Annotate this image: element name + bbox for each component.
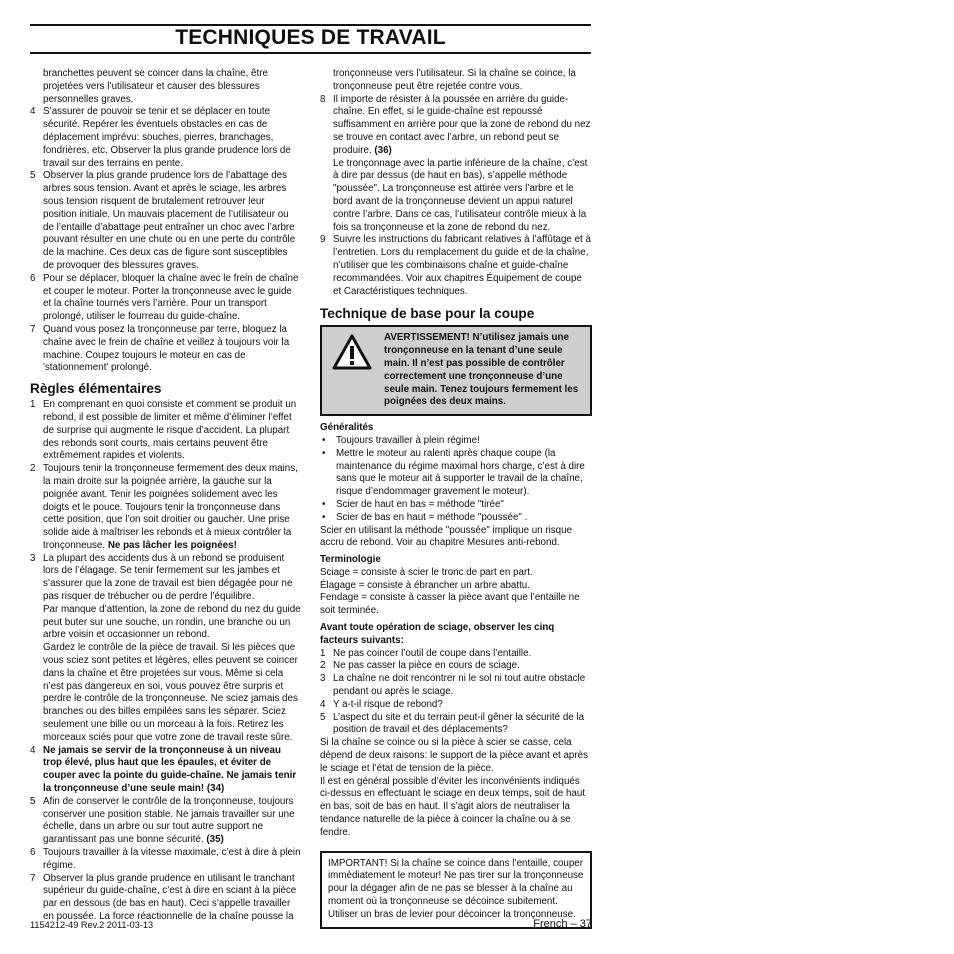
poussee-paragraph: Scier en utilisant la méthode "poussée" implique un risque accru de rebond. Voir au chapitre Mesures anti-rebond. [320, 524, 573, 549]
rule-item [320, 234, 592, 298]
bullet-item [320, 448, 592, 499]
item-number: 8 [320, 93, 326, 105]
rule-item [30, 463, 301, 553]
important-box [320, 851, 592, 929]
item-text: Ne pas coincer l’outil de coupe dans l’entaille. [333, 647, 532, 659]
list-item [30, 273, 301, 324]
rule-item [30, 745, 301, 796]
item-text: Toujours tenir la tronçonneuse fermement des deux mains, la main droite sur la poignée arrière, la gauche sur la poignée avant. Tenir les poignées solidement avec les doigts et le pouce. Toujours tenir la tronçonneuse dans cette position, que l’on soit droitier ou gaucher. Une prise solide aide à maîtriser les rebonds et à mieux contrôler la tronçonneuse. [43, 463, 298, 551]
page-number: French – 37 [533, 918, 592, 930]
item-number: 6 [30, 847, 36, 859]
item-number: 3 [320, 673, 326, 685]
paragraph: Il est en général possible d’éviter les inconvénients indiqués ci-dessus en effectuant le sciage en deux temps, soit de haut en bas, soit de bas en haut. Il s’agit alors de neutraliser la tendance naturelle de la pièce à coincer la chaîne ou à se fendre. [320, 775, 586, 838]
terminologie-title: Terminologie [320, 554, 381, 566]
item-text: Il importe de résister à la poussée en arrière du guide-chaîne. En effet, si le guide-chaîne est repoussé suffisamment en arrière pour que la zone de rebond du nez se trouve en contact avec l’arbre, un rebond peut se produire. [333, 93, 591, 156]
warning-text: AVERTISSEMENT! N’utilisez jamais une tronçonneuse en la tenant d’une seule main. Il n’est pas possible de contrôler correctement une tronçonneuse d’une seule main. Tenez toujours fermement les poignées des deux mains. [384, 332, 579, 408]
bullet-item [320, 435, 592, 448]
term-line: Fendage = consiste à casser la pièce avant que l’entaille ne soit terminée. [320, 592, 580, 617]
item-number: 7 [30, 323, 36, 335]
facteurs-title: Avant toute opération de sciage, observer les cinq facteurs suivants: [320, 622, 555, 646]
generalites-title: Généralités [320, 422, 374, 434]
item-text: La plupart des accidents dus à un rebond se produisent lors de l’élagage. Se tenir fermement sur les jambes et s’assurer que la zone de travail est bien dégagée pour ne pas risquer de trébucher ou de perdre l’équilibre. [43, 552, 293, 603]
item-number: 4 [30, 744, 36, 756]
right-column [320, 68, 592, 929]
bullet-item [320, 499, 592, 512]
item-text: S’assurer de pouvoir se tenir et se déplacer en toute sécurité. Repérer les éventuels obstacles en cas de déplacement imprévu: souches, pierres, branchages, fondrières, etc. Observer la plus grande prudence lors de travail sur des terrains en pente. [43, 106, 291, 169]
left-column [30, 68, 301, 924]
bullet-text: Toujours travailler à plein régime! [336, 434, 480, 446]
item-text: En comprenant en quoi consiste et comment se produit un rebond, il est possible de limiter et même d’éliminer l’effet de surprise qui augmente le risque d’accident. La plupart des rebonds sont courts, mais certains peuvent être extrêmement rapides et violents. [43, 399, 297, 462]
factor-item [320, 648, 592, 661]
bullet-text: Scier de haut en bas = méthode "tirée" [336, 498, 504, 510]
item-text: Toujours travailler à la vitesse maximale, c’est à dire à plein régime. [43, 847, 301, 871]
item-text: L’aspect du site et du terrain peut-il gêner la sécurité de la position de travail et des déplacements? [333, 711, 585, 736]
list-item [30, 324, 301, 375]
paragraph: Si la chaîne se coince ou si la pièce à scier se casse, cela dépend de deux raisons: le support de la pièce avant et après le sciage et l’état de tension de la pièce. [320, 737, 588, 774]
bullet-text: Scier de bas en haut = méthode "poussée" . [336, 511, 528, 523]
bullet-dot: • [322, 447, 326, 459]
rule-item [30, 796, 301, 847]
important-text: IMPORTANT! Si la chaîne se coince dans l’entaille, couper immédiatement le moteur! Ne pas tirer sur la tronçonneuse pour la dégager afin de ne pas se blesser à la chaîne au moment où la tronçonneuse se décoince subitement. Utiliser un bras de levier pour décoincer la tronçonneuse. [328, 857, 584, 920]
item-text: La chaîne ne doit rencontrer ni le sol ni tout autre obstacle pendant ou après le sciage. [333, 673, 586, 698]
item-bold-text: Ne jamais se servir de la tronçonneuse à un niveau trop élevé, plus haut que les épaules, et éviter de couper avec la pointe du guide-chaîne. Ne jamais tenir la tronçonneuse d’une seule main! (34) [43, 744, 297, 795]
item-bold-text: (35) [206, 834, 224, 846]
item-number: 4 [30, 106, 36, 118]
item-number: 5 [30, 170, 36, 182]
factor-item [320, 712, 592, 738]
item-text: Suivre les instructions du fabricant relatives à l’affûtage et à l’entretien. Lors du remplacement du guide et de la chaîne, n’utiliser que les combinaisons chaîne et guide-chaîne recommandées. Voir aux chapitres Équipement de coupe et Caractéristiques techniques. [333, 234, 591, 297]
item-text: Ne pas casser la pièce en cours de sciage. [333, 660, 520, 672]
item7-continuation: tronçonneuse vers l’utilisateur. Si la chaîne se coince, la tronçonneuse peut être rejetée contre vous. [333, 68, 576, 92]
item-number: 4 [320, 698, 326, 710]
item-number: 7 [30, 872, 36, 884]
item-text: Pour se déplacer, bloquer la chaîne avec le frein de chaîne et couper le moteur. Porter la tronçonneuse avec le guide et la chaîne tournés vers l’arrière. Pour un transport prolongé, utiliser le fourreau du guide-chaîne. [43, 272, 299, 323]
factor-item [320, 673, 592, 699]
list-item [30, 106, 301, 170]
rule-item [30, 873, 301, 924]
item-number: 2 [320, 660, 326, 672]
item-number: 3 [30, 552, 36, 564]
section-title-technique: Technique de base pour la coupe [320, 306, 535, 322]
rule-item [30, 847, 301, 873]
item-number: 6 [30, 272, 36, 284]
item-text-2: Par manque d’attention, la zone de rebond du nez du guide peut buter sur une souche, un rondin, une branche ou un arbre voisin et occasionner un rebond. [43, 603, 301, 641]
item-number: 5 [30, 795, 36, 807]
intro-continuation: branchettes peuvent se coincer dans la chaîne, être projetées vers l’utilisateur et causer des blessures personnelles graves. [43, 68, 268, 105]
item-number: 1 [30, 399, 36, 411]
section-title-regles: Règles élémentaires [30, 381, 162, 397]
warning-box [320, 325, 592, 416]
item-text: Quand vous posez la tronçonneuse par terre, bloquez la chaîne avec le frein de chaîne et veillez à toujours voir la machine. Coupez toujours le moteur en cas de 'stationnement' prolongé. [43, 323, 290, 374]
bullet-dot: • [322, 511, 326, 523]
header-bottom-rule [30, 52, 591, 54]
document-reference: 1154212-49 Rev.2 2011-03-13 [30, 920, 154, 930]
rule-item [30, 399, 301, 463]
term-line: Sciage = consiste à scier le tronc de part en part. [320, 566, 533, 578]
item-number: 5 [320, 711, 326, 723]
item-number: 9 [320, 234, 326, 246]
bullet-dot: • [322, 434, 326, 446]
term-line: Élagage = consiste à ébrancher un arbre abattu. [320, 579, 530, 591]
item-text: Afin de conserver le contrôle de la tronçonneuse, toujours conserver une position stable. Ne jamais travailler sur une échelle, dans un arbre ou sur tout autre support ne garantissant pas une bonne sécurité. [43, 795, 295, 846]
item-bold-text: Ne pas lâcher les poignées! [107, 539, 237, 551]
rule-item [320, 94, 592, 235]
item-text: Observer la plus grande prudence lors de l’abattage des arbres sous tension. Avant et après le sciage, les arbres sous tension risquent de brutalement retrouver leur position initiale. Un mauvais placement de l’utilisateur ou de l’entaille d’abattage peut entraîner un choc avec l’arbre pouvant résulter en une chute ou en une perte du contrôle de la machine. Ces deux cas de figure sont susceptibles de provoquer des blessures graves. [43, 170, 296, 271]
factor-item [320, 699, 592, 712]
item-number: 1 [320, 647, 326, 659]
rule-item [30, 553, 301, 745]
warning-triangle-icon [328, 332, 376, 409]
bullet-item [320, 512, 592, 525]
item-text: Y a-t-il risque de rebond? [333, 698, 443, 710]
item-number: 2 [30, 463, 36, 475]
item-text-3: Gardez le contrôle de la pièce de travail. Si les pièces que vous sciez sont petites et légères, elles peuvent se coincer dans la chaîne et être projetées sur vous. Même si cela n’est pas dangereux en soi, vous pouvez être surpris et perdre le contrôle de la tronçonneuse. Ne sciez jamais des branches ou des billes empilées sans les séparer. Sciez seulement une bille ou un morceau à la fois. Retirez les morceaux sciés pour que votre zone de travail reste sûre. [43, 642, 298, 743]
list-item [30, 170, 301, 272]
bullet-text: Mettre le moteur au ralenti après chaque coupe (la maintenance du régime maximal hors charge, c’est à dire sans que le moteur ait à supporter le travail de la chaîne, risque d’endommager gravement le moteur). [336, 447, 585, 498]
item-text-2: Le tronçonnage avec la partie inférieure de la chaîne, c’est à dire par dessus (de haut en bas), s’appelle méthode "poussée". La tronçonneuse est attirée vers l’arbre et le bord avant de la tronçonneuse devient un appui naturel contre l’arbre. Dans ce cas, l’utilisateur contrôle mieux à la fois sa tronçonneuse et la zone de rebond du nez. [333, 157, 588, 233]
page-title: TECHNIQUES DE TRAVAIL [175, 26, 446, 49]
factor-item [320, 660, 592, 673]
item-text: Observer la plus grande prudence en utilisant le tranchant supérieur du guide-chaîne, c’est à dire en sciant à la pièce par en dessous (de bas en haut). Ceci s’appelle travailler en poussée. La force réactionnelle de la chaîne pousse la [43, 872, 297, 922]
item-bold-text: (36) [374, 144, 392, 156]
bullet-dot: • [322, 498, 326, 510]
